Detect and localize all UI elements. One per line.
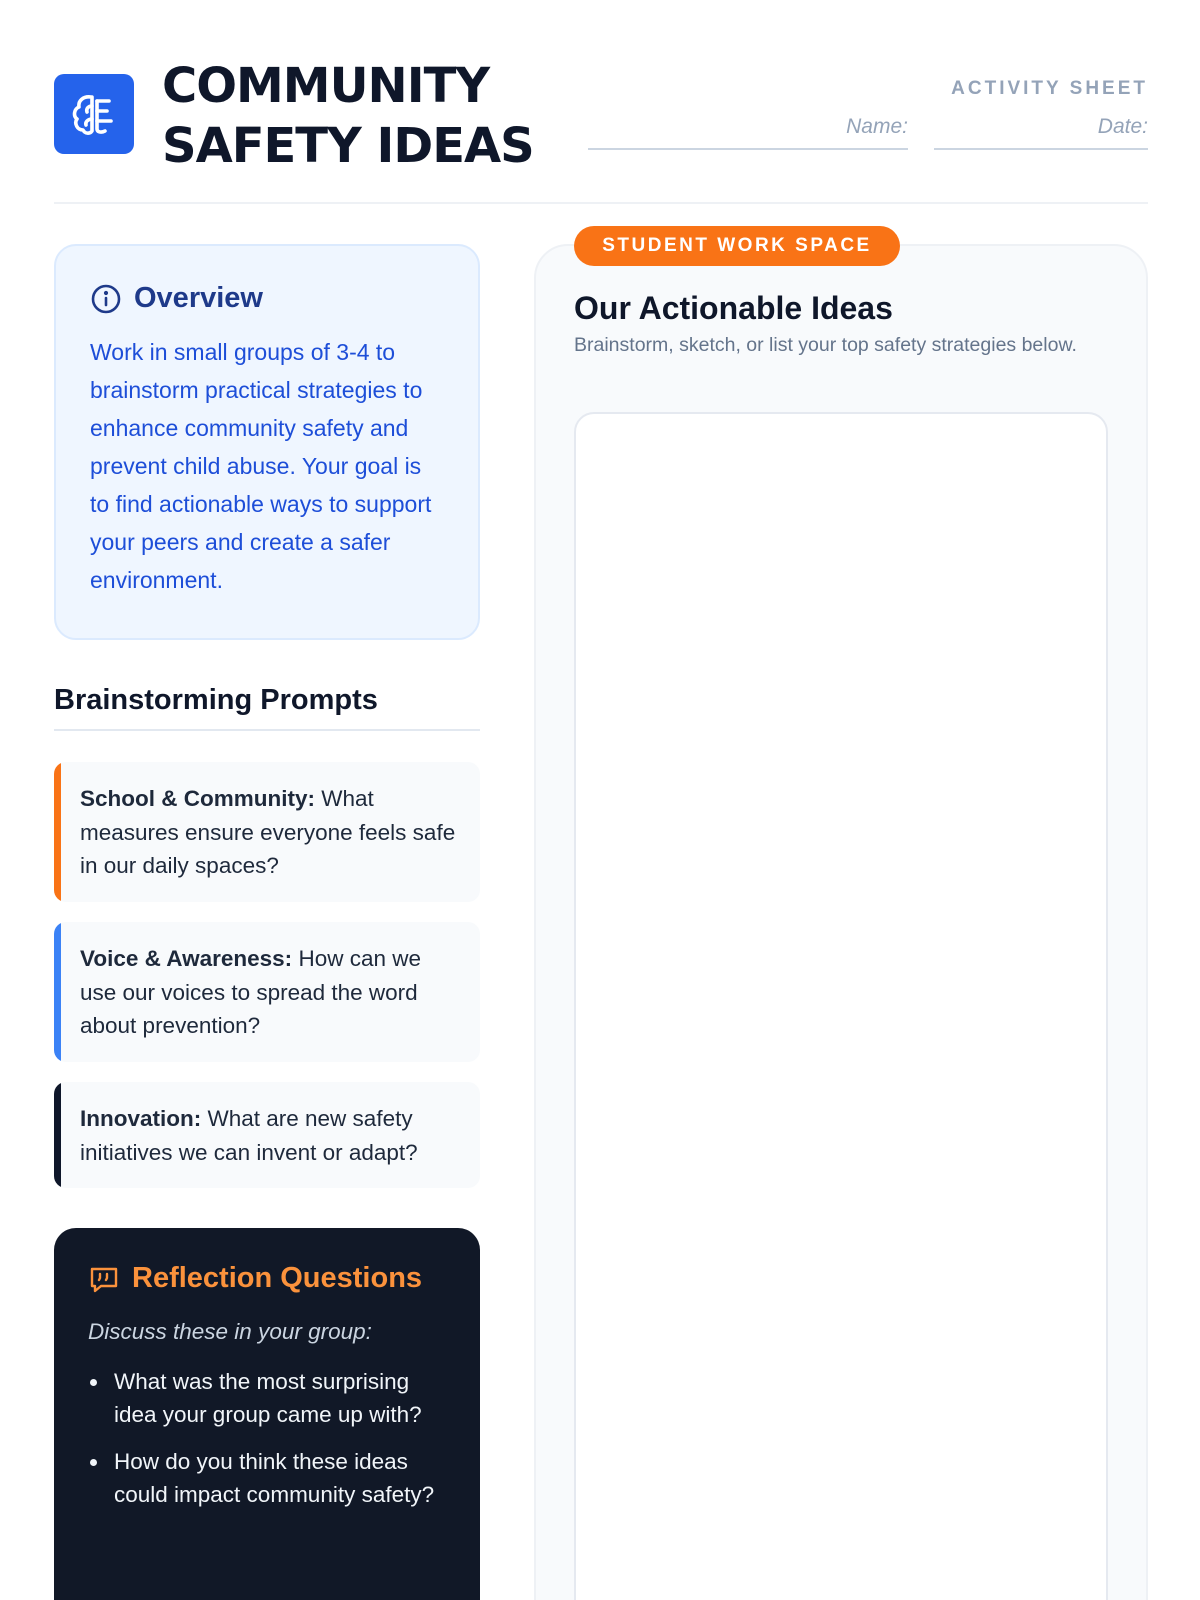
prompt-text: What measures ensure everyone feels safe in our daily spaces?	[80, 786, 456, 878]
info-icon	[90, 283, 122, 315]
title-line-2: SAFETY IDEAS	[162, 118, 534, 174]
name-field[interactable]: Name:	[588, 112, 908, 150]
reflection-subtitle: Discuss these in your group:	[88, 1319, 372, 1344]
prompt-school-community	[54, 762, 480, 902]
ideas-writing-area[interactable]	[574, 412, 1108, 1600]
reflection-header	[88, 1262, 446, 1295]
work-space-title: Our Actionable Ideas	[574, 290, 893, 326]
prompt-label: Voice & Awareness:	[80, 946, 293, 971]
reflection-title: Reflection Questions	[132, 1262, 423, 1294]
prompt-voice-awareness	[54, 922, 480, 1062]
overview-header	[90, 282, 444, 315]
overview-card	[54, 244, 480, 640]
reflection-card	[54, 1228, 480, 1600]
reflection-list	[88, 1365, 446, 1511]
prompt-label: Innovation:	[80, 1106, 202, 1131]
brain-icon	[69, 89, 119, 139]
activity-sheet-label: ACTIVITY SHEET	[951, 78, 1148, 99]
page-header	[54, 56, 1148, 204]
prompt-text: What are new safety initiatives we can invent or adapt?	[80, 1106, 418, 1165]
overview-text: Work in small groups of 3-4 to brainstorm practical strategies to enhance community safety and prevent child abuse. Your goal is to find actionable ways to support your peers and create a safer environment.	[90, 339, 432, 593]
prompt-innovation	[54, 1082, 480, 1188]
list-item: What was the most surprising idea your group came up with?	[88, 1365, 446, 1431]
prompt-text: How can we use our voices to spread the word about prevention?	[80, 946, 421, 1038]
date-field[interactable]: Date:	[934, 112, 1148, 150]
speech-bubble-icon	[88, 1263, 120, 1295]
prompt-label: School & Community:	[80, 786, 315, 811]
page-title	[162, 56, 534, 176]
work-space-badge: STUDENT WORK SPACE	[574, 226, 900, 266]
overview-title: Overview	[134, 282, 263, 314]
work-space-subtitle: Brainstorm, sketch, or list your top safety strategies below.	[574, 334, 1077, 356]
logo	[54, 74, 134, 154]
title-line-1: COMMUNITY	[162, 58, 490, 114]
list-item: How do you think these ideas could impact community safety?	[88, 1445, 446, 1511]
prompts-heading: Brainstorming Prompts	[54, 684, 480, 731]
